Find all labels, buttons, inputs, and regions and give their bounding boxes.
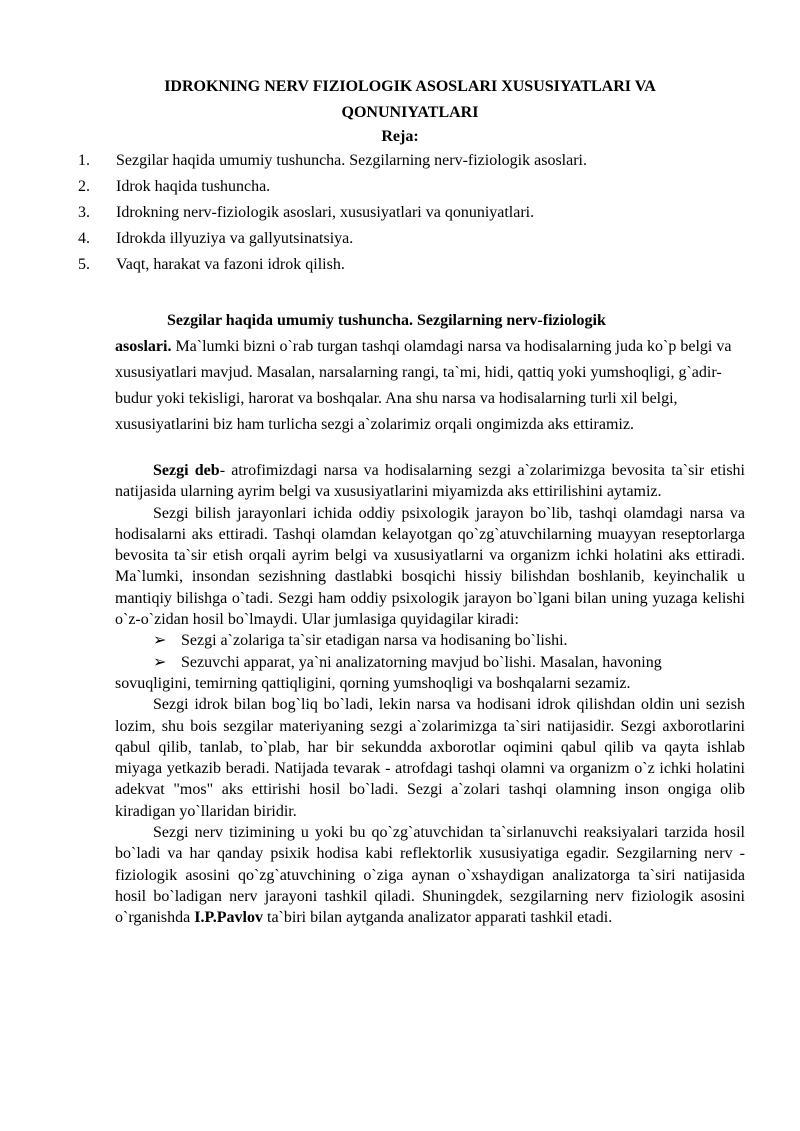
arrow-bullet-icon: ➢ xyxy=(153,653,167,671)
plan-item-text: Idrokda illyuziya va gallyutsinatsiya. xyxy=(116,230,354,247)
plan-list xyxy=(78,148,738,278)
plan-item xyxy=(78,174,738,200)
body-text xyxy=(115,460,745,929)
plan-heading: Reja: xyxy=(381,128,419,145)
paragraph-2: Sezgi bilish jarayonlari ichida oddiy psixologik jarayon bo`lib, tashqi olamdagi narsa va hodisalarni aks ettiradi. Tashqi olamdan kelayotgan qo`zg`atuvchilarning muayyan reseptorlarga bevosita ta`sir etish orqali ayrim belgi va xususiyatlarni va organizm ichki holatini aks ettiradi. Ma`lumki, insondan sezishning dastlabki bosqichi hissiy bilishdan boshlanib, keyinchalik u mantiqiy bilishga o`tadi. Sezgi ham oddiy psixologik jarayon bo`lgani bilan uning yuzaga kelishi o`z-o`zidan hosil bo`lmaydi. Ular jumlasiga quyidagilar kiradi: xyxy=(115,504,745,629)
bullet-item xyxy=(115,652,745,695)
plan-item xyxy=(78,226,738,252)
section-intro-paragraph xyxy=(115,334,735,438)
plan-item xyxy=(78,200,738,226)
plan-item xyxy=(78,252,738,278)
paragraph-4-end: ta`biri bilan aytganda analizator apparati tashkil etadi. xyxy=(263,909,613,927)
paragraph-4-text: Sezgi nerv tizimining u yoki bu qo`zg`atuvchidan ta`sirlanuvchi reaksiyalari tarzida hosil bo`ladi va har qanday psixik hodisa kabi reflektorlik xususiyatiga egadir. Sezgilarning nerv - fiziologik asosini qo`zg`atuvchining o`ziga aynan o`xshaydigan analizatorga ta`siri natijasida hosil bo`ladigan nerv jarayoni tashkil qiladi. Shuningdek, sezgilarning nerv fiziologik asosini o`rganishda xyxy=(115,824,745,927)
plan-item-number: 3. xyxy=(78,204,90,221)
plan-item-text: Vaqt, harakat va fazoni idrok qilish. xyxy=(116,256,345,273)
bullet-text: Sezuvchi apparat, ya`ni analizatorning mavjud bo`lishi. Masalan, havoning xyxy=(181,653,662,671)
section-intro-text: Ma`lumki bizni o`rab turgan tashqi olamdagi narsa va hodisalarning juda ko`p belgi va xususiyatlari mavjud. Masalan, narsalarning rangi, ta`mi, hidi, qattiq yoki yumshoqligi, g`adir-budur yoki tekisligi, harorat va boshqalar. Ana shu narsa va hodisalarning turli xil belgi, xususiyatlarini biz ham turlicha sezgi a`zolarimiz orqali ongimizda aks ettiramiz. xyxy=(115,338,732,433)
plan-item-text: Idrok haqida tushuncha. xyxy=(116,178,271,195)
section-intro xyxy=(115,308,735,438)
definition-text: - atrofimizdagi narsa va hodisalarning sezgi a`zolarimizga bevosita ta`sir etishi natijasida ularning ayrim belgi va xususiyatlarini miyamizda aks ettirilishini aytamiz. xyxy=(115,462,745,501)
term-sezgi-deb: Sezgi deb xyxy=(153,462,220,479)
title-line-1: IDROKNING NERV FIZIOLOGIK ASOSLARI XUSUSIYATLARI VA xyxy=(164,78,656,95)
bullet-text: Sezgi a`zolariga ta`sir etadigan narsa va hodisaning bo`lishi. xyxy=(181,632,568,650)
plan-item xyxy=(78,148,738,174)
plan-item-number: 2. xyxy=(78,178,90,195)
arrow-bullet-icon: ➢ xyxy=(153,632,167,650)
plan-item-number: 4. xyxy=(78,230,90,247)
paragraph-3: Sezgi idrok bilan bog`liq bo`ladi, lekin narsa va hodisani idrok qilishdan oldin uni sezish lozim, shu bois sezgilar materiyaning sezgi a`zolarimizga ta`siri natijasidir. Sezgi axborotlarini qabul qilib, tanlab, to`plab, har bir sekundda axborotlar oqimini qabul qilib va qayta ishlab miyaga yetkazib beradi. Natijada tevarak - atrofdagi tashqi olamni va organizm o`z ichki holatini adekvat "mos" aks ettirishi hosil bo`ladi. Sezgi a`zolari tashqi olamning inson ongiga olib kiradigan yo`llaridan biridir. xyxy=(115,696,745,820)
document-title xyxy=(110,74,710,126)
section-heading-end: asoslari. xyxy=(115,338,172,355)
plan-item-number: 5. xyxy=(78,256,90,273)
section-heading: Sezgilar haqida umumiy tushuncha. Sezgilarning nerv-fiziologik xyxy=(167,312,606,329)
paragraph-4 xyxy=(115,822,745,928)
author-name: I.P.Pavlov xyxy=(194,909,263,927)
title-line-2: QONUNIYATLARI xyxy=(341,104,479,121)
plan-item-text: Sezgilar haqida umumiy tushuncha. Sezgilarning nerv-fiziologik asoslari. xyxy=(116,152,587,169)
plan-item-text: Idrokning nerv-fiziologik asoslari, xususiyatlari va qonuniyatlari. xyxy=(116,204,535,221)
paragraph-definition xyxy=(115,460,745,503)
plan-item-number: 1. xyxy=(78,152,90,169)
bullet-text-continued: sovuqligini, temirning qattiqligini, qorning yumshoqligi va boshqalarni sezamiz. xyxy=(115,674,631,692)
bullet-item xyxy=(115,630,745,651)
